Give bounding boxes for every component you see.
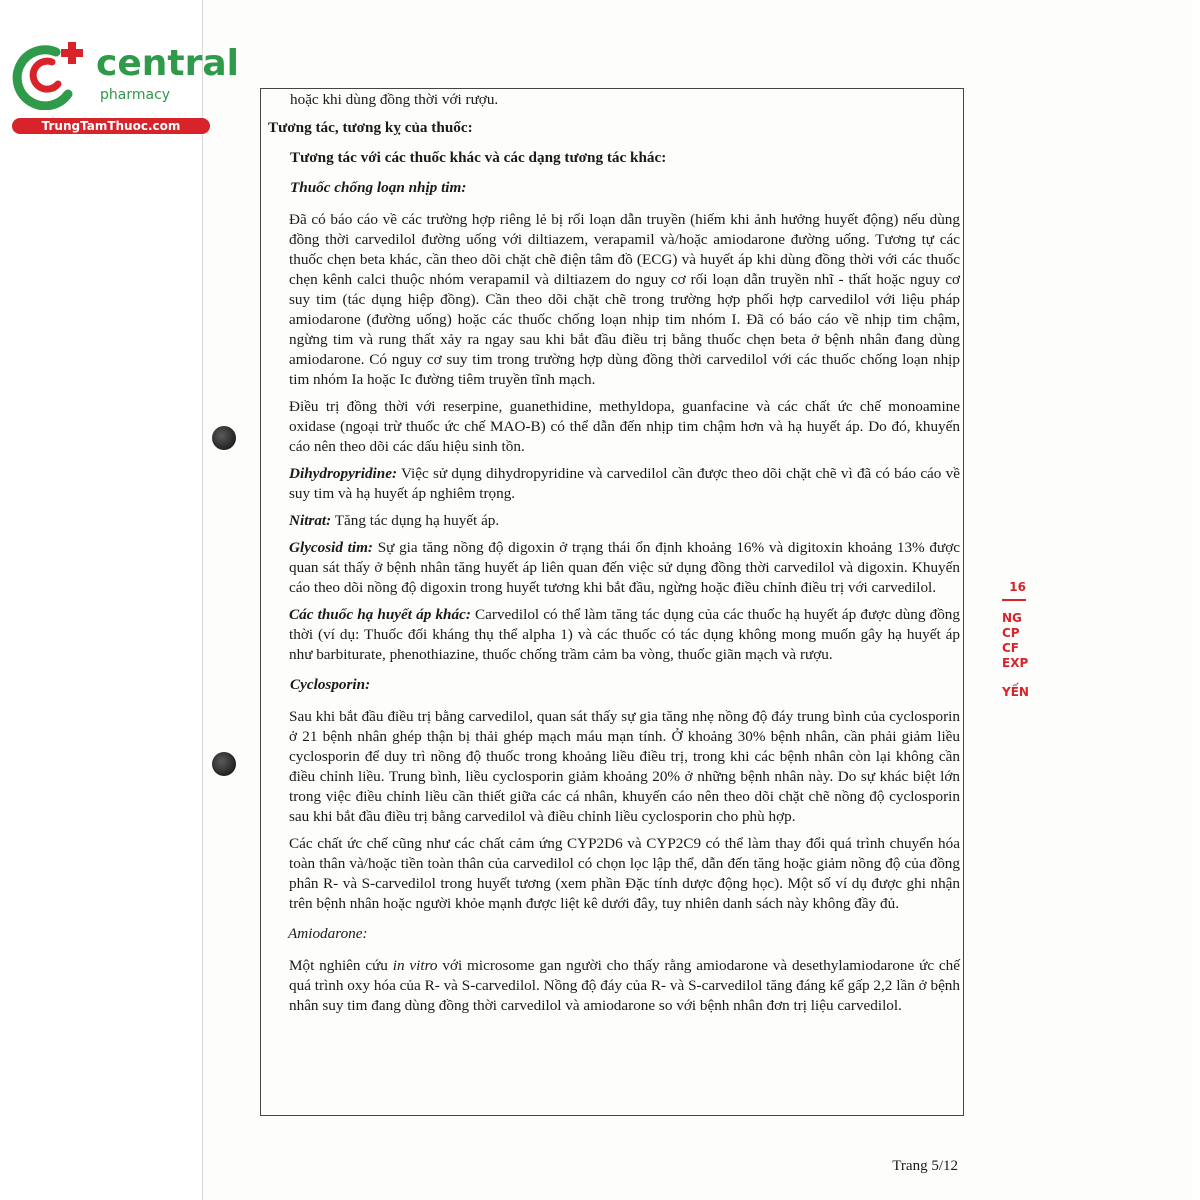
subsection-heading: Tương tác với các thuốc khác và các dạng tương tác khác: bbox=[290, 149, 667, 166]
other-antihypertensive-text: Carvedilol có thể làm tăng tác dụng của các thuốc hạ huyết áp được dùng đồng thời (ví dụ: Thuốc đối kháng thụ thể alpha 1) và các thuốc có tác dụng không mong muốn gây hạ huyết áp như barbiturate, phenothiazine, thuốc chống trầm cảm ba vòng, thuốc giãn mạch và rượu. bbox=[289, 606, 960, 663]
amiodarone-text-c: với microsome gan người cho thấy rằng amiodarone và desethylamiodarone ức chế quá trình oxy hóa của R- và S-carvedilol. Nồng độ đáy của R- và S-carvedilol tăng đáng kể gấp 2,2 lần ở bệnh nhân suy tim đang dùng đồng thời carvedilol và amiodarone so với bệnh nhân đơn trị liệu carvedilol. bbox=[289, 957, 960, 1014]
stamp-line-3: CP bbox=[1002, 626, 1020, 640]
pharmacy-cross-icon bbox=[8, 38, 88, 110]
punch-hole-top bbox=[212, 426, 236, 450]
dihydropyridine-paragraph bbox=[289, 464, 960, 504]
amiodarone-paragraph bbox=[289, 956, 960, 1016]
amiodarone-text-a: Một nghiên cứu bbox=[289, 957, 393, 974]
dihydropyridine-label: Dihydropyridine: bbox=[289, 465, 397, 482]
stamp-divider bbox=[1002, 599, 1026, 601]
nitrat-paragraph bbox=[289, 511, 960, 531]
punch-hole-bottom bbox=[212, 752, 236, 776]
antiarrhythmic-paragraph-1: Đã có báo cáo về các trường hợp riêng lẻ bị rối loạn dẫn truyền (hiếm khi ảnh hưởng huyết động) nếu dùng đồng thời carvedilol đường uống với diltiazem, verapamil và/hoặc amiodarone đường uống. Tương tự các thuốc chẹn beta khác, cần theo dõi chặt chẽ điện tâm đồ (ECG) và huyết áp khi dùng đồng thời với các thuốc chẹn kênh calci thuộc nhóm verapamil và diltiazem do nguy cơ rối loạn dẫn truyền nhĩ - thất hoặc nguy cơ suy tim (tác dụng hiệp đồng). Cần theo dõi chặt chẽ trong trường hợp phối hợp carvedilol với liệu pháp amiodarone (đường uống) hoặc các thuốc chống loạn nhịp tim nhóm I. Đã có báo cáo về nhịp tim chậm, ngừng tim và rung thất xảy ra ngay sau khi bắt đầu điều trị bằng thuốc chẹn beta ở bệnh nhân đang dùng amiodarone. Có nguy cơ suy tim trong trường hợp dùng đồng thời carvedilol với các thuốc chống loạn nhịp tim nhóm Ia hoặc Ic đường tiêm truyền tĩnh mạch. bbox=[289, 211, 960, 388]
logo-subtitle: pharmacy bbox=[100, 87, 171, 103]
page-number: Trang 5/12 bbox=[892, 1158, 958, 1174]
stamp-line-2: NG bbox=[1002, 611, 1022, 625]
cyclosporin-heading: Cyclosporin: bbox=[290, 676, 371, 693]
other-antihypertensive-label: Các thuốc hạ huyết áp khác: bbox=[289, 606, 471, 623]
amiodarone-heading: Amiodarone: bbox=[288, 925, 368, 942]
continued-line: hoặc khi dùng đồng thời với rượu. bbox=[290, 91, 499, 108]
cyclosporin-paragraph-2: Các chất ức chế cũng như các chất cảm ứng CYP2D6 và CYP2C9 có thể làm thay đổi quá trình chuyển hóa toàn thân và/hoặc tiền toàn thân của carvedilol có chọn lọc lập thể, dẫn đến tăng hoặc giảm nồng độ của đồng phân R- và S-carvedilol trong huyết tương (xem phần Đặc tính dược động học). Một số ví dụ được ghi nhận trên bệnh nhân hoặc người khỏe mạnh được liệt kê dưới đây, tuy nhiên danh sách này không đầy đủ. bbox=[289, 835, 960, 912]
dihydropyridine-text: Việc sử dụng dihydropyridine và carvedilol cần được theo dõi chặt chẽ vì đã có báo cáo về suy tim và hạ huyết áp nghiêm trọng. bbox=[289, 465, 960, 502]
glycosid-paragraph bbox=[289, 538, 960, 598]
stamp-line-5: EXP bbox=[1002, 656, 1029, 670]
antiarrhythmic-heading: Thuốc chống loạn nhịp tim: bbox=[290, 179, 467, 196]
amiodarone-in-vitro: in vitro bbox=[392, 957, 438, 974]
pharmacy-logo[interactable] bbox=[8, 36, 239, 136]
edge-stamp bbox=[1002, 580, 1029, 730]
nitrat-label: Nitrat: bbox=[289, 512, 332, 529]
other-antihypertensive-paragraph bbox=[289, 605, 960, 665]
logo-url-badge[interactable]: TrungTamThuoc.com bbox=[12, 118, 210, 134]
cyclosporin-paragraph-1: Sau khi bắt đầu điều trị bằng carvedilol, quan sát thấy sự gia tăng nhẹ nồng độ đáy trung bình của cyclosporin ở 21 bệnh nhân ghép thận bị thải ghép mạch máu mạn tính. Ở khoảng 30% bệnh nhân, cần phải giảm liều cyclosporin để duy trì nồng độ thuốc trong khoảng liều điều trị, trong khi các bệnh nhân còn lại không cần điều chỉnh liều. Trung bình, liều cyclosporin giảm khoảng 20% ở những bệnh nhân này. Do sự khác biệt lớn trong việc điều chỉnh liều cần thiết giữa các cá nhân, khuyến cáo nên theo dõi chặt chẽ nồng độ cyclosporin sau khi bắt đầu điều trị bằng carvedilol và điều chỉnh liều cyclosporin cho phù hợp. bbox=[289, 708, 960, 825]
stamp-line-4: CF bbox=[1002, 641, 1020, 655]
document-body bbox=[268, 90, 960, 1016]
nitrat-text: Tăng tác dụng hạ huyết áp. bbox=[331, 512, 500, 529]
glycosid-label: Glycosid tim: bbox=[289, 539, 373, 556]
logo-name: central bbox=[96, 43, 239, 84]
stamp-line-6: YẾN bbox=[1002, 685, 1029, 699]
stamp-line-1: 16 bbox=[1009, 580, 1026, 594]
glycosid-text: Sự gia tăng nồng độ digoxin ở trạng thái ổn định khoảng 16% và digitoxin khoảng 13% được quan sát thấy ở bệnh nhân tăng huyết áp liên quan đến việc sử dụng đồng thời carvedilol và digoxin. Khuyến cáo theo dõi nồng độ digoxin trong huyết tương khi bắt đầu, ngừng hoặc điều chỉnh điều trị với carvedilol. bbox=[289, 539, 960, 596]
antiarrhythmic-paragraph-2: Điều trị đồng thời với reserpine, guanethidine, methyldopa, guanfacine và các chất ức chế monoamine oxidase (ngoại trừ thuốc ức chế MAO-B) có thể dẫn đến nhịp tim chậm hơn và hạ huyết áp. Do đó, khuyến cáo nên theo dõi các dấu hiệu sinh tồn. bbox=[289, 398, 960, 455]
section-heading: Tương tác, tương kỵ của thuốc: bbox=[268, 119, 473, 136]
